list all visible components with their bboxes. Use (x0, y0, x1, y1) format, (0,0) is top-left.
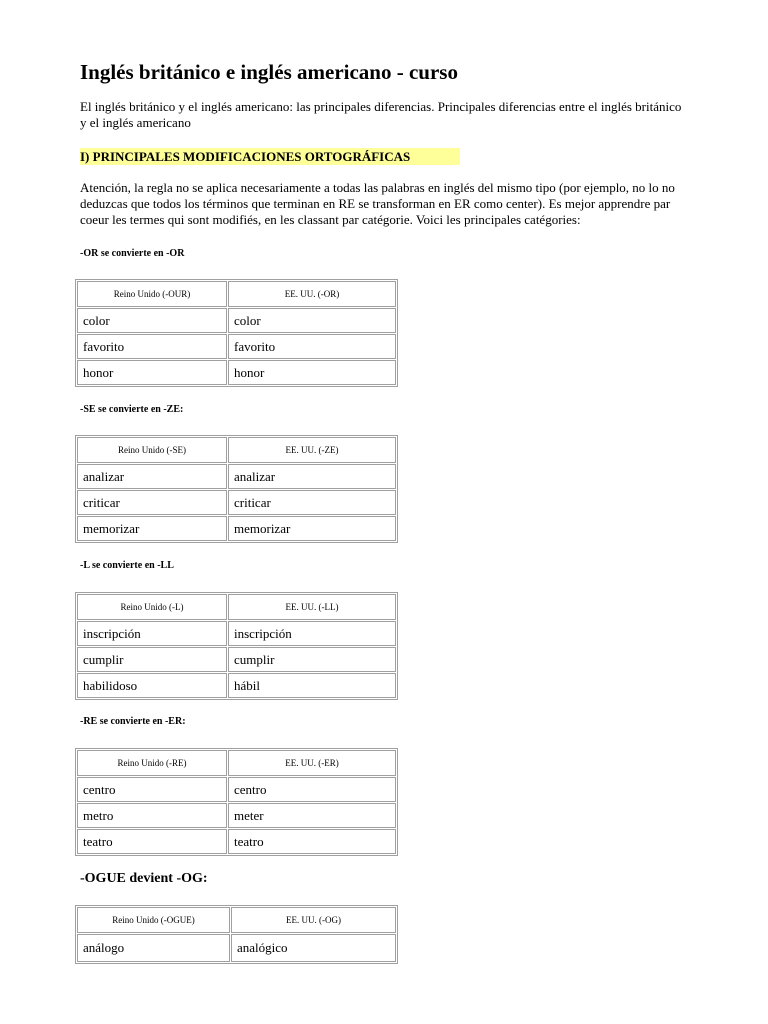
cell-uk: analizar (77, 464, 227, 489)
cell-uk: memorizar (77, 516, 227, 541)
cell-us: favorito (228, 334, 396, 359)
cell-us: analizar (228, 464, 396, 489)
cell-uk: cumplir (77, 647, 227, 672)
table-header-row (77, 281, 396, 307)
page-title: Inglés británico e inglés americano - curso (80, 60, 458, 84)
note-paragraph: Atención, la regla no se aplica necesariamente a todas las palabras en inglés del mismo tipo (por ejemplo, no lo no deduzcas que todos los términos que terminan en RE se transforman en ER como center). Es mejor apprendre par coeur les termes qui sont modifiés, en les classant par catégorie. Voici les principales catégories: (80, 180, 675, 227)
cell-uk: inscripción (77, 621, 227, 646)
cell-us: teatro (228, 829, 396, 854)
table-row (77, 803, 396, 828)
header-uk: Reino Unido (-RE) (77, 750, 227, 776)
cell-uk: metro (77, 803, 227, 828)
cell-us: centro (228, 777, 396, 802)
cell-us: inscripción (228, 621, 396, 646)
table-row (77, 829, 396, 854)
header-us: EE. UU. (-OR) (228, 281, 396, 307)
header-uk: Reino Unido (-OUR) (77, 281, 227, 307)
table-row (77, 647, 396, 672)
comparison-table-se (75, 435, 398, 543)
rule-label-re: -RE se convierte en -ER: (80, 716, 186, 727)
header-us: EE. UU. (-ZE) (228, 437, 396, 463)
rule-label-se: -SE se convierte en -ZE: (80, 404, 184, 415)
comparison-table-l (75, 592, 398, 700)
table-row (77, 934, 396, 962)
cell-uk: favorito (77, 334, 227, 359)
table-row (77, 360, 396, 385)
table-header-row (77, 437, 396, 463)
table-header-row (77, 907, 396, 933)
cell-us: hábil (228, 673, 396, 698)
table-row (77, 621, 396, 646)
table-row (77, 777, 396, 802)
header-uk: Reino Unido (-OGUE) (77, 907, 230, 933)
table-row (77, 308, 396, 333)
section-heading: I) PRINCIPALES MODIFICACIONES ORTOGRÁFICAS (80, 148, 460, 165)
table-header-row (77, 594, 396, 620)
cell-uk: análogo (77, 934, 230, 962)
rule-label-or: -OR se convierte en -OR (80, 248, 185, 259)
comparison-table-re (75, 748, 398, 856)
comparison-table-or (75, 279, 398, 387)
cell-uk: habilidoso (77, 673, 227, 698)
table-row (77, 673, 396, 698)
cell-us: color (228, 308, 396, 333)
table-row (77, 490, 396, 515)
cell-uk: centro (77, 777, 227, 802)
rule-label-ogue: -OGUE devient -OG: (80, 871, 208, 886)
cell-uk: teatro (77, 829, 227, 854)
cell-uk: criticar (77, 490, 227, 515)
table-header-row (77, 750, 396, 776)
comparison-table-ogue (75, 905, 398, 964)
cell-us: analógico (231, 934, 396, 962)
header-uk: Reino Unido (-SE) (77, 437, 227, 463)
intro-paragraph: El inglés británico y el inglés americano: las principales diferencias. Principales diferencias entre el inglés británico y el inglés americano (80, 99, 682, 130)
cell-us: criticar (228, 490, 396, 515)
header-uk: Reino Unido (-L) (77, 594, 227, 620)
cell-us: meter (228, 803, 396, 828)
rule-label-l: -L se convierte en -LL (80, 560, 174, 571)
header-us: EE. UU. (-ER) (228, 750, 396, 776)
cell-us: honor (228, 360, 396, 385)
header-us: EE. UU. (-LL) (228, 594, 396, 620)
table-row (77, 334, 396, 359)
cell-us: cumplir (228, 647, 396, 672)
table-row (77, 516, 396, 541)
cell-uk: honor (77, 360, 227, 385)
header-us: EE. UU. (-OG) (231, 907, 396, 933)
cell-uk: color (77, 308, 227, 333)
cell-us: memorizar (228, 516, 396, 541)
table-row (77, 464, 396, 489)
